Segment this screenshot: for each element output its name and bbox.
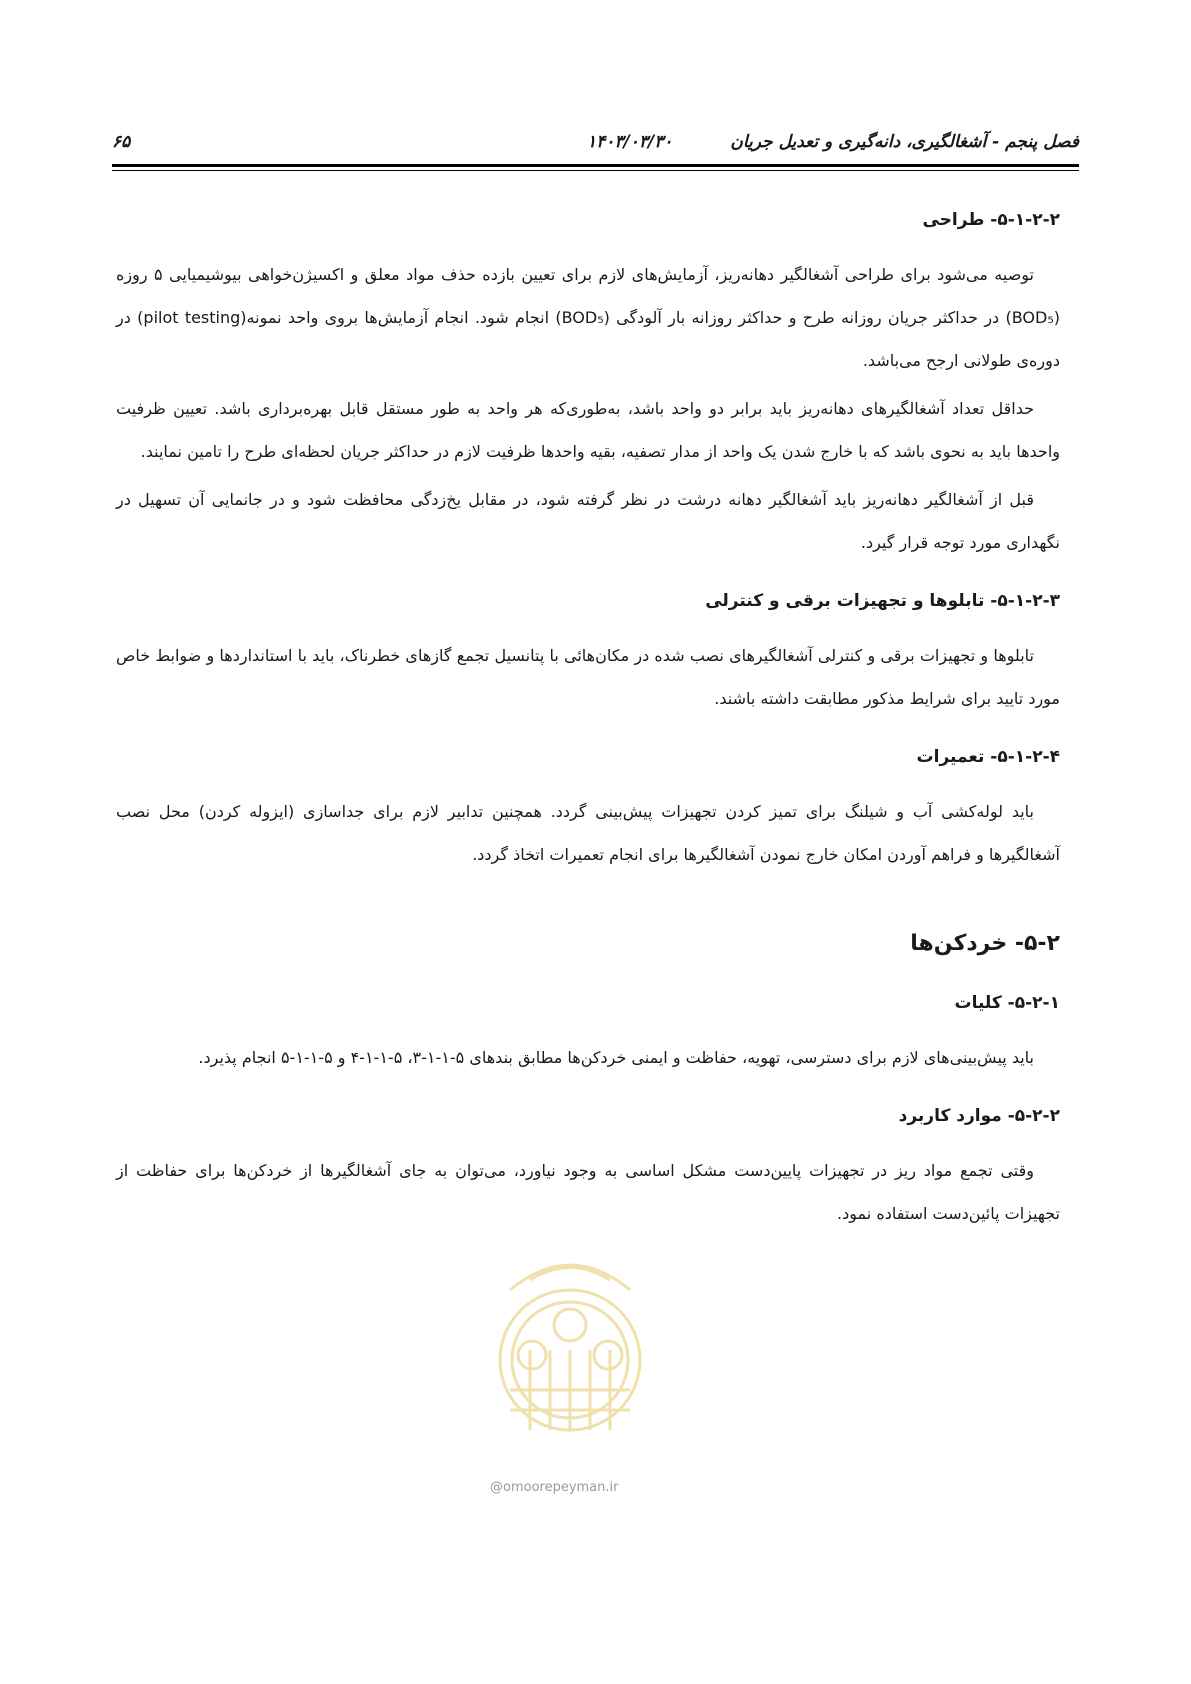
chapter-heading: ۵-۲- خردکن‌ها bbox=[910, 931, 1060, 956]
page-header bbox=[112, 128, 1079, 162]
header-rule-thin bbox=[112, 170, 1079, 171]
header-rule-thick bbox=[112, 164, 1079, 167]
paragraph: باید لوله‌کشی آب و شیلنگ برای تمیز کردن تجهیزات پیش‌بینی گردد. همچنین تدابیر لازم برای جداسازی (ایزوله کردن) محل نصب آشغالگیرها و فراهم آوردن امکان خارج نمودن آشغالگیرها برای انجام تعمیرات اتخاذ گردد. bbox=[116, 802, 1060, 864]
paragraph: توصیه می‌شود برای طراحی آشغالگیر دهانه‌ریز، آزمایش‌های لازم برای تعیین بازده حذف مواد معلق و اکسیژن‌خواهی بیوشیمیایی ۵ روزه (BOD₅) در حداکثر جریان روزانه طرح و حداکثر روزانه بار آلودگی (BOD₅) انجام شود. انجام آزمایش‌ها بروی واحد نمونه(pilot testing) در دوره‌ی طولانی ارجح می‌باشد. bbox=[116, 265, 1061, 370]
paragraph: حداقل تعداد آشغالگیرهای دهانه‌ریز باید برابر دو واحد باشد، به‌طوری‌که هر واحد به طور مستقل قابل بهره‌برداری باشد. تعیین ظرفیت واحدها باید به نحوی باشد که با خارج شدن یک واحد از مدار تصفیه، بقیه واحدها ظرفیت لازم در حداکثر جریان لحظه‌ای طرح را تامین نمایند. bbox=[116, 399, 1060, 461]
section-heading: ۵-۲-۱- کلیات bbox=[954, 993, 1060, 1013]
document-body bbox=[116, 205, 1060, 1257]
section-repairs bbox=[116, 742, 1060, 876]
watermark-logo-icon bbox=[470, 1230, 670, 1470]
section-heading: ۵-۱-۲-۴- تعمیرات bbox=[916, 747, 1060, 767]
chapter-title: فصل پنجم - آشغالگیری، دانه‌گیری و تعدیل جریان bbox=[730, 132, 1079, 152]
section-heading: ۵-۱-۲-۲- طراحی bbox=[922, 210, 1060, 230]
section-comminutors bbox=[116, 924, 1060, 964]
section-heading: ۵-۱-۲-۳- تابلوها و تجهیزات برقی و کنترلی bbox=[705, 591, 1060, 611]
paragraph: باید پیش‌بینی‌های لازم برای دسترسی، تهویه، حفاظت و ایمنی خردکن‌ها مطابق بندهای ۵-۱-۱-۳، ۵-۱-۱-۴ و ۵-۱-۱-۵ انجام پذیرد. bbox=[198, 1048, 1034, 1067]
paragraph: وقتی تجمع مواد ریز در تجهیزات پایین‌دست مشکل اساسی به وجود نیاورد، می‌توان به جای آشغالگیرها از خردکن‌ها برای حفاظت از تجهیزات پائین‌دست استفاده نمود. bbox=[116, 1161, 1060, 1223]
section-applications bbox=[116, 1101, 1060, 1235]
section-electrical bbox=[116, 586, 1060, 720]
section-design bbox=[116, 205, 1060, 564]
paragraph: قبل از آشغالگیر دهانه‌ریز باید آشغالگیر دهانه درشت در نظر گرفته شود، در مقابل یخ‌زدگی محافظت شود و در جانمایی آن تسهیل در نگهداری مورد توجه قرار گیرد. bbox=[116, 490, 1060, 552]
paragraph: تابلوها و تجهیزات برقی و کنترلی آشغالگیرهای نصب شده در مکان‌هائی با پتانسیل تجمع گازهای خطرناک، باید با استانداردها و ضوابط خاص مورد تایید برای شرایط مذکور مطابقت داشته باشند. bbox=[116, 646, 1060, 708]
section-general bbox=[116, 988, 1060, 1079]
watermark-text: @omoorepeyman.ir bbox=[490, 1480, 619, 1495]
section-heading: ۵-۲-۲- موارد کاربرد bbox=[898, 1106, 1060, 1126]
page-number: ۶۵ bbox=[112, 132, 131, 152]
header-date: ۱۴۰۳/۰۳/۳۰ bbox=[587, 132, 673, 152]
